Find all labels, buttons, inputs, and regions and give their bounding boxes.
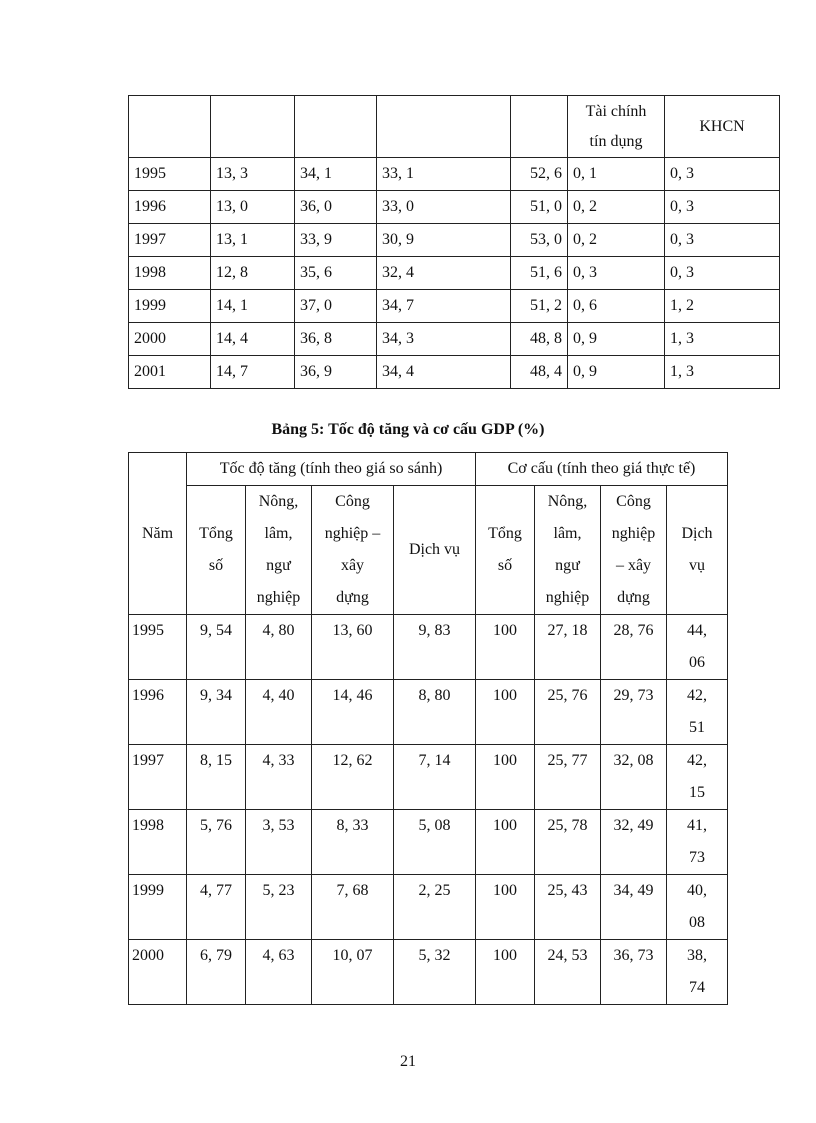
value-line: 15 — [689, 784, 705, 801]
table-row — [129, 191, 780, 224]
value-cell: 5, 08 — [394, 810, 476, 875]
table-row — [129, 323, 780, 356]
value-cell: 37, 0 — [295, 290, 377, 323]
header-agriculture — [535, 486, 601, 615]
header-agriculture — [246, 486, 312, 615]
value-line: 41, — [687, 817, 707, 834]
table-row — [129, 290, 780, 323]
value-cell: 7, 14 — [394, 745, 476, 810]
header-line: nghiệp — [256, 589, 301, 606]
value-cell — [667, 875, 728, 940]
header-line: Dịch — [681, 525, 713, 542]
value-cell: 48, 8 — [511, 323, 568, 356]
header-line: số — [208, 557, 224, 574]
value-line: 08 — [689, 914, 705, 931]
header-total — [476, 486, 535, 615]
value-cell: 100 — [476, 810, 535, 875]
value-line: 44, — [687, 622, 707, 639]
year-cell: 1999 — [129, 875, 187, 940]
value-cell: 3, 53 — [246, 810, 312, 875]
table-caption: Bảng 5: Tốc độ tăng và cơ cấu GDP (%) — [271, 421, 545, 438]
header-structure-group: Cơ cấu (tính theo giá thực tế) — [476, 453, 728, 486]
page-number: 21 — [400, 1053, 416, 1070]
value-cell: 0, 1 — [568, 158, 665, 191]
header-services — [667, 486, 728, 615]
header-total — [187, 486, 246, 615]
header-finance-credit — [568, 96, 665, 158]
value-cell: 100 — [476, 680, 535, 745]
value-cell: 24, 53 — [535, 940, 601, 1005]
year-cell: 1999 — [129, 290, 211, 323]
value-cell: 0, 2 — [568, 224, 665, 257]
table-row — [129, 680, 728, 745]
table-row — [129, 940, 728, 1005]
value-cell: 48, 4 — [511, 356, 568, 389]
value-cell: 0, 3 — [665, 257, 780, 290]
header-line: nghiệp – — [324, 525, 381, 542]
value-cell: 12, 62 — [312, 745, 394, 810]
value-cell: 14, 7 — [211, 356, 295, 389]
value-cell: 100 — [476, 875, 535, 940]
value-cell: 33, 1 — [377, 158, 511, 191]
value-cell: 29, 73 — [601, 680, 667, 745]
header-line: tín dụng — [589, 132, 643, 150]
value-cell: 5, 23 — [246, 875, 312, 940]
value-cell: 34, 1 — [295, 158, 377, 191]
value-cell: 36, 73 — [601, 940, 667, 1005]
year-cell: 1997 — [129, 745, 187, 810]
header-line: Tổng — [199, 525, 233, 542]
header-line: Công — [616, 493, 651, 510]
value-line: 42, — [687, 752, 707, 769]
header-line: Tài chính — [585, 102, 647, 120]
value-cell: 36, 9 — [295, 356, 377, 389]
value-cell: 1, 3 — [665, 323, 780, 356]
value-cell: 30, 9 — [377, 224, 511, 257]
value-cell: 9, 34 — [187, 680, 246, 745]
value-cell: 51, 6 — [511, 257, 568, 290]
value-cell: 0, 9 — [568, 323, 665, 356]
value-cell: 0, 3 — [665, 158, 780, 191]
year-cell: 1998 — [129, 810, 187, 875]
year-cell: 1997 — [129, 224, 211, 257]
year-cell: 1996 — [129, 680, 187, 745]
value-cell: 51, 0 — [511, 191, 568, 224]
year-cell: 1995 — [129, 158, 211, 191]
table-row — [129, 810, 728, 875]
value-cell: 25, 78 — [535, 810, 601, 875]
value-cell: 100 — [476, 615, 535, 680]
year-cell: 1998 — [129, 257, 211, 290]
year-cell: 2000 — [129, 940, 187, 1005]
header-line: Tổng — [488, 525, 522, 542]
value-cell: 0, 3 — [665, 191, 780, 224]
value-line: 42, — [687, 687, 707, 704]
header-services: Dịch vụ — [394, 486, 476, 615]
value-cell: 53, 0 — [511, 224, 568, 257]
header-line: Nông, — [547, 493, 588, 510]
header-growth-group: Tốc độ tăng (tính theo giá so sánh) — [187, 453, 476, 486]
value-line: 73 — [689, 849, 705, 866]
header-line: lâm, — [264, 525, 293, 542]
value-cell: 13, 60 — [312, 615, 394, 680]
value-cell: 34, 4 — [377, 356, 511, 389]
value-cell: 14, 1 — [211, 290, 295, 323]
value-cell: 51, 2 — [511, 290, 568, 323]
value-cell: 9, 54 — [187, 615, 246, 680]
table-row — [129, 224, 780, 257]
value-cell: 32, 4 — [377, 257, 511, 290]
value-cell: 35, 6 — [295, 257, 377, 290]
value-cell: 4, 33 — [246, 745, 312, 810]
header-cell — [295, 96, 377, 158]
header-cell — [511, 96, 568, 158]
header-cell — [211, 96, 295, 158]
value-cell: 14, 46 — [312, 680, 394, 745]
value-cell: 4, 80 — [246, 615, 312, 680]
value-cell: 4, 40 — [246, 680, 312, 745]
value-cell: 13, 1 — [211, 224, 295, 257]
header-line: số — [497, 557, 513, 574]
value-cell: 13, 3 — [211, 158, 295, 191]
header-line: xây — [340, 557, 365, 574]
table-row — [129, 257, 780, 290]
header-cell — [129, 96, 211, 158]
header-industry — [601, 486, 667, 615]
value-cell: 1, 3 — [665, 356, 780, 389]
table-row — [129, 875, 728, 940]
year-cell: 1995 — [129, 615, 187, 680]
gdp-growth-structure-table — [128, 452, 728, 1005]
value-cell: 25, 77 — [535, 745, 601, 810]
table-row — [129, 356, 780, 389]
value-cell: 36, 8 — [295, 323, 377, 356]
value-cell: 36, 0 — [295, 191, 377, 224]
header-line: nghiệp — [545, 589, 590, 606]
header-line: Công — [335, 493, 370, 510]
value-cell: 0, 3 — [568, 257, 665, 290]
value-cell: 5, 32 — [394, 940, 476, 1005]
value-cell: 2, 25 — [394, 875, 476, 940]
value-cell: 0, 9 — [568, 356, 665, 389]
value-cell: 10, 07 — [312, 940, 394, 1005]
header-year: Năm — [129, 453, 187, 615]
header-industry — [312, 486, 394, 615]
value-cell: 34, 7 — [377, 290, 511, 323]
value-line: 38, — [687, 947, 707, 964]
year-cell: 1996 — [129, 191, 211, 224]
value-cell — [667, 615, 728, 680]
value-cell — [667, 680, 728, 745]
year-cell: 2000 — [129, 323, 211, 356]
header-line: nghiệp — [611, 525, 656, 542]
value-cell: 33, 0 — [377, 191, 511, 224]
value-cell: 0, 6 — [568, 290, 665, 323]
value-cell: 8, 33 — [312, 810, 394, 875]
value-cell: 7, 68 — [312, 875, 394, 940]
header-line: vụ — [689, 557, 705, 574]
value-cell: 28, 76 — [601, 615, 667, 680]
value-line: 51 — [689, 719, 705, 736]
value-cell: 8, 15 — [187, 745, 246, 810]
value-line: 74 — [689, 979, 705, 996]
value-cell: 0, 3 — [665, 224, 780, 257]
value-cell: 12, 8 — [211, 257, 295, 290]
value-cell: 9, 83 — [394, 615, 476, 680]
gdp-continuation-table — [128, 95, 780, 389]
value-line: 06 — [689, 654, 705, 671]
value-cell: 0, 2 — [568, 191, 665, 224]
year-cell: 2001 — [129, 356, 211, 389]
value-cell: 25, 76 — [535, 680, 601, 745]
value-cell: 52, 6 — [511, 158, 568, 191]
value-cell: 4, 77 — [187, 875, 246, 940]
value-cell: 34, 3 — [377, 323, 511, 356]
value-line: 40, — [687, 882, 707, 899]
value-cell: 13, 0 — [211, 191, 295, 224]
header-line: – xây — [615, 557, 652, 574]
header-line: lâm, — [553, 525, 582, 542]
value-cell: 4, 63 — [246, 940, 312, 1005]
value-cell: 6, 79 — [187, 940, 246, 1005]
value-cell — [667, 940, 728, 1005]
value-cell — [667, 745, 728, 810]
value-cell: 100 — [476, 745, 535, 810]
value-cell: 8, 80 — [394, 680, 476, 745]
value-cell: 5, 76 — [187, 810, 246, 875]
header-line: dựng — [617, 589, 650, 606]
header-khcn: KHCN — [665, 96, 780, 158]
value-cell — [667, 810, 728, 875]
header-line: ngư — [555, 557, 580, 574]
value-cell: 100 — [476, 940, 535, 1005]
table-row — [129, 745, 728, 810]
table-row — [129, 158, 780, 191]
value-cell: 32, 49 — [601, 810, 667, 875]
header-line: dựng — [336, 589, 369, 606]
value-cell: 1, 2 — [665, 290, 780, 323]
value-cell: 32, 08 — [601, 745, 667, 810]
header-line: ngư — [266, 557, 291, 574]
table-subheader-row — [129, 486, 728, 615]
table-header-row — [129, 453, 728, 486]
value-cell: 34, 49 — [601, 875, 667, 940]
table-row — [129, 615, 728, 680]
header-cell — [377, 96, 511, 158]
header-line: Nông, — [258, 493, 299, 510]
value-cell: 14, 4 — [211, 323, 295, 356]
value-cell: 27, 18 — [535, 615, 601, 680]
value-cell: 25, 43 — [535, 875, 601, 940]
value-cell: 33, 9 — [295, 224, 377, 257]
table-header-row — [129, 96, 780, 158]
